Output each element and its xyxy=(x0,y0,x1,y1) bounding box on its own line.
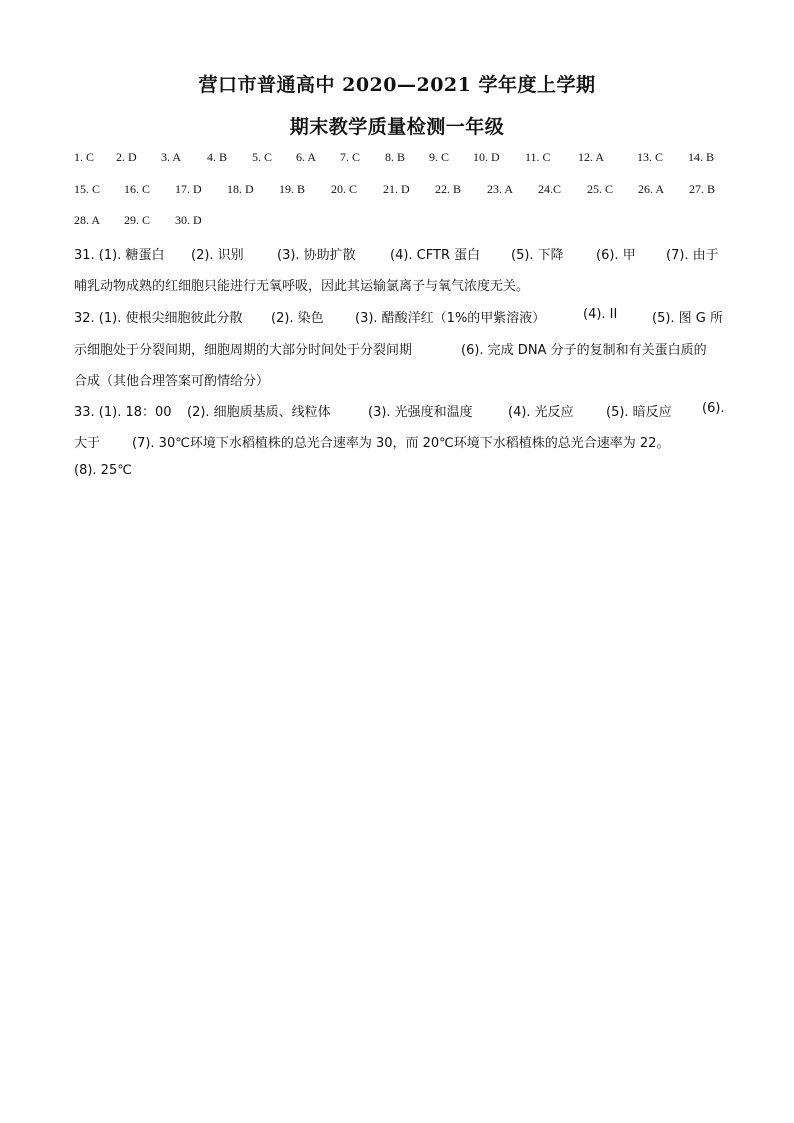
q31-line-1 xyxy=(74,244,724,266)
q31-answer-2: (2). 识别 xyxy=(191,248,244,263)
mc-answer: 14. B xyxy=(688,150,715,164)
mc-answer: 20. C xyxy=(331,182,358,196)
mc-answers-row-1 xyxy=(74,150,724,170)
q33-line-2 xyxy=(74,432,724,454)
mc-answer: 3. A xyxy=(161,150,182,164)
mc-answer: 5. C xyxy=(252,150,273,164)
mc-answer: 9. C xyxy=(429,150,450,164)
mc-answer: 29. C xyxy=(124,213,151,227)
page-subtitle: 期末教学质量检测一年级 xyxy=(289,116,505,138)
q33-answer-5: (5). 暗反应 xyxy=(606,405,672,420)
q31-line-2: 哺乳动物成熟的红细胞只能进行无氧呼吸，因此其运输氯离子与氧气浓度无关。 xyxy=(74,279,530,294)
mc-answer: 22. B xyxy=(435,182,462,196)
mc-answer: 26. A xyxy=(638,182,665,196)
mc-answer: 27. B xyxy=(689,182,716,196)
mc-answer: 21. D xyxy=(383,182,410,196)
mc-answer: 11. C xyxy=(525,150,551,164)
mc-answer: 1. C xyxy=(74,150,95,164)
mc-answer: 24.C xyxy=(538,182,562,196)
q33-answer-4: (4). 光反应 xyxy=(508,405,574,420)
q32-answer-3: (3). 醋酸洋红（1%的甲紫溶液） xyxy=(355,311,546,326)
q31-answer-3: (3). 协助扩散 xyxy=(277,248,356,263)
q32-answer-6: (6). 完成 DNA 分子的复制和有关蛋白质的 xyxy=(461,343,707,358)
mc-answers-row-2 xyxy=(74,182,724,202)
q31-answer-6: (6). 甲 xyxy=(596,248,636,263)
q31-answer-1: 31. (1). 糖蛋白 xyxy=(74,248,165,263)
q33-line-3: (8). 25℃ xyxy=(74,463,132,478)
q33-answer-6: (6). xyxy=(702,401,725,416)
mc-answer: 28. A xyxy=(74,213,101,227)
q32-line-1 xyxy=(74,307,724,329)
mc-answers-row-3 xyxy=(74,213,724,233)
mc-answer: 7. C xyxy=(340,150,361,164)
mc-answer: 2. D xyxy=(116,150,137,164)
mc-answer: 25. C xyxy=(587,182,614,196)
mc-answer: 10. D xyxy=(473,150,500,164)
q33-answer-3: (3). 光强度和温度 xyxy=(368,405,473,420)
mc-answer: 15. C xyxy=(74,182,101,196)
q32-line-3: 合成（其他合理答案可酌情给分） xyxy=(74,374,270,389)
q32-answer-5: (5). 图 G 所 xyxy=(652,311,724,326)
mc-answer: 23. A xyxy=(487,182,514,196)
q33-answer-7: (7). 30℃环境下水稻植株的总光合速率为 30，而 20℃环境下水稻植株的总光合速率为 22。 xyxy=(132,436,670,451)
q31-answer-4: (4). CFTR 蛋白 xyxy=(390,248,481,263)
mc-answer: 19. B xyxy=(279,182,306,196)
q31-answer-5: (5). 下降 xyxy=(511,248,564,263)
mc-answer: 17. D xyxy=(175,182,202,196)
q32-answer-1: 32. (1). 使根尖细胞彼此分散 xyxy=(74,311,243,326)
q32-answer-5-cont: 示细胞处于分裂间期，细胞周期的大部分时间处于分裂间期 xyxy=(74,343,413,358)
mc-answer: 16. C xyxy=(124,182,151,196)
q31-answer-7: (7). 由于 xyxy=(666,248,719,263)
q33-answer-2: (2). 细胞质基质、线粒体 xyxy=(187,405,331,420)
page-title: 营口市普通高中 2020—2021 学年度上学期 xyxy=(198,74,596,96)
q33-answer-6-cont: 大于 xyxy=(74,436,101,451)
mc-answer: 13. C xyxy=(637,150,664,164)
mc-answer: 18. D xyxy=(227,182,254,196)
q33-line-1 xyxy=(74,401,724,423)
mc-answer: 6. A xyxy=(296,150,317,164)
q33-answer-1: 33. (1). 18：00 xyxy=(74,405,172,420)
q32-line-2 xyxy=(74,339,724,361)
mc-answer: 30. D xyxy=(175,213,202,227)
mc-answer: 4. B xyxy=(207,150,228,164)
q32-answer-2: (2). 染色 xyxy=(271,311,324,326)
mc-answer: 12. A xyxy=(578,150,605,164)
q32-answer-4: (4). II xyxy=(583,307,618,322)
mc-answer: 8. B xyxy=(385,150,406,164)
